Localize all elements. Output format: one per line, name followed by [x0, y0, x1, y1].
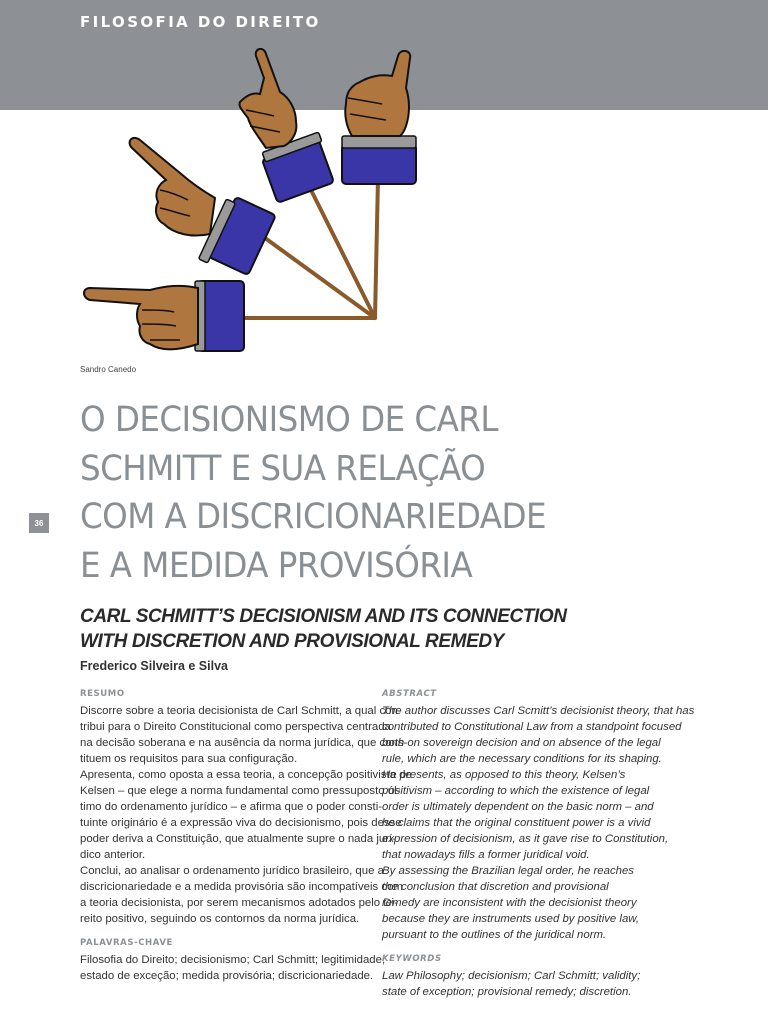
text-line: Discorre sobre a teoria decisionista de Carl Schmitt, a qual con- — [80, 705, 402, 717]
article-subtitle — [80, 604, 640, 654]
hand-pointing-up — [342, 51, 416, 184]
keywords-block — [382, 953, 672, 1000]
text-line: Kelsen – que elege a norma fundamental como pressuposto úl- — [80, 785, 401, 797]
keywords-text — [382, 968, 672, 1000]
text-line: timo do ordenamento jurídico – e afirma que o poder consti- — [80, 801, 383, 813]
text-line: poder deriva a Constituição, que atualmente supre o nada jurí- — [80, 833, 396, 845]
text-line: contributed to Constitutional Law from a standpoint focused — [382, 721, 682, 733]
abstract-text — [382, 703, 695, 943]
text-line: pursuant to the outlines of the juridical norm. — [382, 929, 607, 941]
author-name: Frederico Silveira e Silva — [80, 659, 228, 673]
article-title — [80, 396, 601, 590]
text-line: because they are instruments used by positive law, — [382, 913, 640, 925]
text-line: reito positivo, seguindo os contornos da norma jurídica. — [80, 913, 360, 925]
illustration-credit: Sandro Canedo — [80, 365, 137, 374]
abstract-label: ABSTRACT — [382, 689, 437, 699]
hand-pointing-up-left — [130, 138, 276, 275]
palavras-chave-text — [80, 952, 386, 984]
text-line: both on sovereign decision and on absence of the legal — [382, 737, 661, 749]
text-line: By assessing the Brazilian legal order, he reaches — [382, 865, 635, 877]
title-line: E A MEDIDA PROVISÓRIA — [80, 545, 473, 586]
text-line: discricionariedade e a medida provisória são incompatíveis com — [80, 881, 403, 893]
text-line: positivism – according to which the existence of legal — [382, 785, 650, 797]
subtitle-line: WITH DISCRETION AND PROVISIONAL REMEDY — [80, 631, 504, 652]
text-line: Law Philosophy; decisionism; Carl Schmitt; validity; — [382, 970, 641, 982]
text-line: the conclusion that discretion and provisional — [382, 881, 609, 893]
text-line: estado de exceção; medida provisória; discricionariedade. — [80, 970, 374, 982]
text-line: tituem os requisitos para sua configuração. — [80, 753, 298, 765]
resumo-label: RESUMO — [80, 689, 125, 699]
english-column — [382, 688, 695, 1000]
text-line: order is ultimately dependent on the basic norm – and — [382, 801, 654, 813]
keywords-label: KEYWORDS — [382, 954, 442, 964]
title-line: O DECISIONISMO DE CARL — [80, 400, 498, 440]
text-line: remedy are inconsistent with the decisionist theory — [382, 897, 637, 909]
text-line: dico anterior. — [80, 849, 146, 861]
text-line: tribui para o Direito Constitucional como perspectiva centrada — [80, 721, 391, 733]
text-line: he claims that the original constituent power is a vivid — [382, 817, 651, 829]
pointer-sticks — [245, 178, 378, 318]
section-title: FILOSOFIA DO DIREITO — [80, 13, 321, 31]
text-line: a teoria decisionista, por serem mecanismos adotados pelo Di- — [80, 897, 398, 909]
hand-pointing-up-tilted — [239, 49, 334, 203]
text-line: The author discusses Carl Scmitt’s decisionist theory, that has — [382, 705, 695, 717]
palavras-chave-label: PALAVRAS-CHAVE — [80, 938, 173, 948]
text-line: Apresenta, como oposta a essa teoria, a concepção positivista de — [80, 769, 412, 781]
text-line: na decisão soberana e na ausência da norma jurídica, que cons- — [80, 737, 408, 749]
text-line: that nowadays fills a former juridical void. — [382, 849, 590, 861]
text-line: Filosofia do Direito; decisionismo; Carl Schmitt; legitimidade; — [80, 954, 386, 966]
text-line: expression of decisionism, as it gave rise to Constitution, — [382, 833, 669, 845]
page-number: 36 — [29, 513, 49, 533]
palavras-chave-block — [80, 937, 386, 984]
text-line: state of exception; provisional remedy; discretion. — [382, 986, 632, 998]
subtitle-line: CARL SCHMITT’S DECISIONISM AND ITS CONNECTION — [80, 606, 567, 627]
pointing-hands-illustration — [70, 48, 430, 368]
text-line: Conclui, ao analisar o ordenamento jurídico brasileiro, que a — [80, 865, 384, 877]
hand-pointing-left — [84, 281, 244, 351]
title-line: SCHMITT E SUA RELAÇÃO — [80, 448, 486, 489]
resumo-text — [80, 703, 412, 927]
title-line: COM A DISCRICIONARIEDADE — [80, 497, 547, 537]
text-line: He presents, as opposed to this theory, Kelsen’s — [382, 769, 626, 781]
text-line: rule, which are the necessary conditions for its shaping. — [382, 753, 662, 765]
text-line: tuinte originário é a expressão viva do decisionismo, pois desse — [80, 817, 402, 829]
